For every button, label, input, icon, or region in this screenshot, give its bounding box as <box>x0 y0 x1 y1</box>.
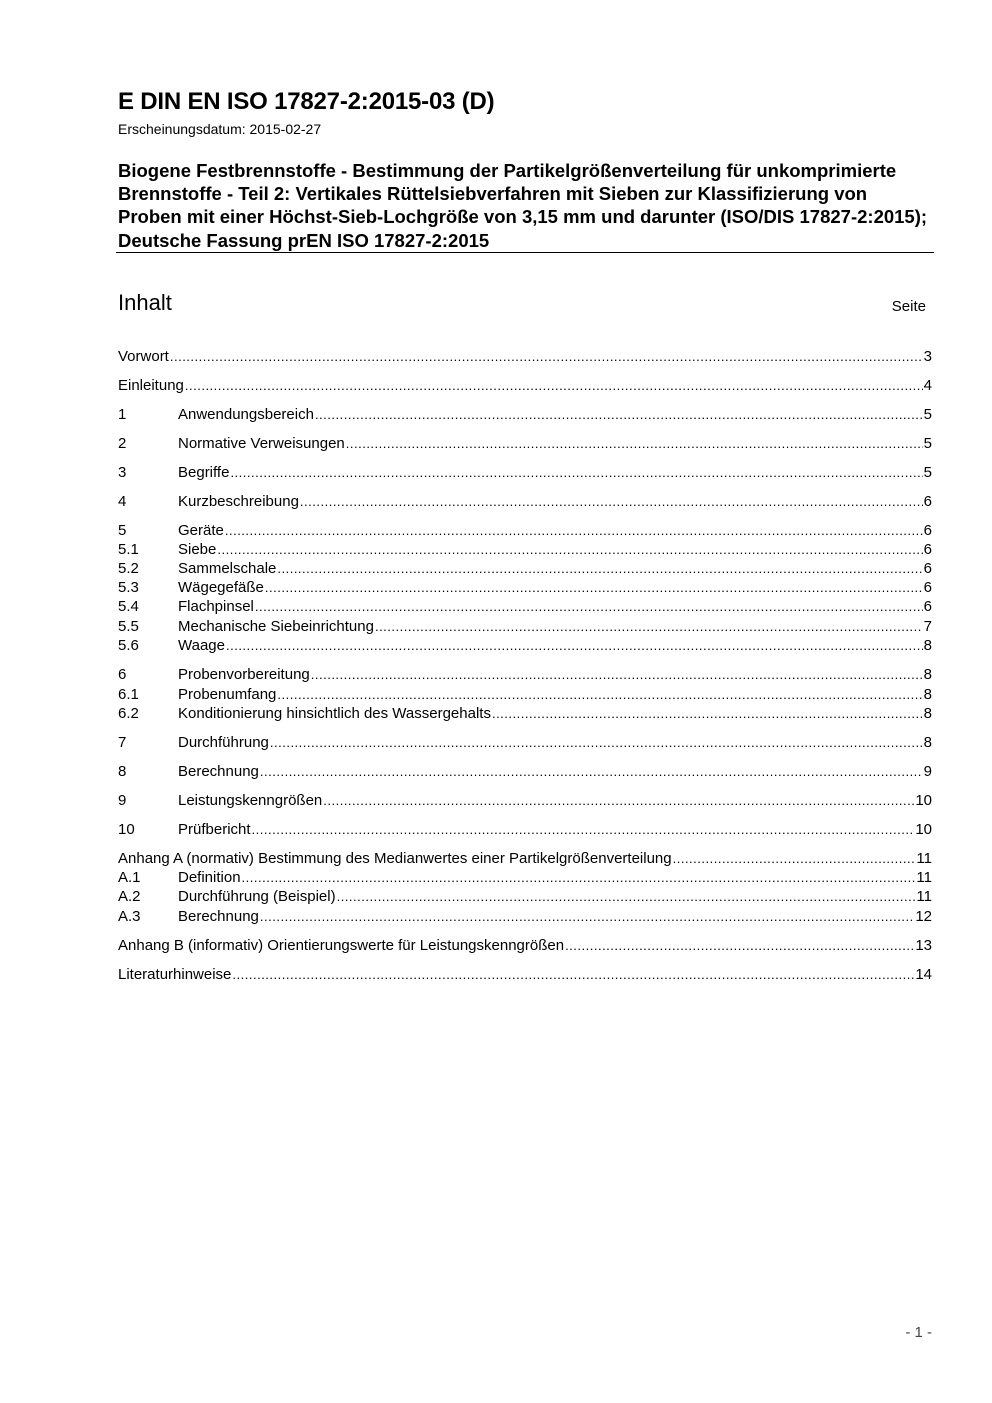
toc-dot-leader <box>492 704 923 723</box>
toc-entry[interactable] <box>118 907 932 926</box>
toc-dot-leader <box>277 685 922 704</box>
toc-dot-leader <box>225 521 923 540</box>
toc-entry-label: Siebe <box>178 541 217 558</box>
toc-dot-leader <box>337 887 916 906</box>
toc-entry[interactable] <box>118 849 932 868</box>
toc-entry[interactable] <box>118 617 932 636</box>
toc-entry[interactable] <box>118 665 932 684</box>
toc-dot-leader <box>185 376 923 395</box>
toc-entry-page: 5 <box>923 464 932 481</box>
toc-entry-page: 6 <box>923 598 932 615</box>
toc-entry-number: A.3 <box>118 908 141 925</box>
toc-dot-leader <box>260 762 923 781</box>
toc-entry-number: 4 <box>118 493 127 510</box>
toc-page-column-label: Seite <box>891 298 926 315</box>
toc-entry-label: Probenumfang <box>178 686 277 703</box>
toc-dot-leader <box>260 907 914 926</box>
toc-entry-number: 5.3 <box>118 579 139 596</box>
toc-entry-page: 14 <box>915 966 932 983</box>
toc-entry-label: Vorwort <box>118 348 169 365</box>
toc-entry-page: 11 <box>916 850 932 867</box>
toc-entry-page: 7 <box>923 618 932 635</box>
toc-entry-number: A.2 <box>118 888 141 905</box>
toc-entry-label: Prüfbericht <box>178 821 251 838</box>
toc-entry-number: 5.1 <box>118 541 139 558</box>
toc-dot-leader <box>673 849 916 868</box>
toc-entry[interactable] <box>118 578 932 597</box>
toc-entry[interactable] <box>118 347 932 366</box>
toc-entry-label: Leistungskenngrößen <box>178 792 323 809</box>
toc-dot-leader <box>232 965 914 984</box>
toc-entry-page: 6 <box>923 522 932 539</box>
toc-entry[interactable] <box>118 704 932 723</box>
toc-entry-number: 9 <box>118 792 127 809</box>
toc-entry-label: Durchführung <box>178 734 269 751</box>
toc-dot-leader <box>265 578 923 597</box>
toc-entry-label: Wägegefäße <box>178 579 264 596</box>
toc-dot-leader <box>311 665 923 684</box>
toc-entry-label: Waage <box>178 637 225 654</box>
toc-entry-label: Konditionierung hinsichtlich des Wassergehalts <box>178 705 491 722</box>
toc-entry-page: 10 <box>915 792 932 809</box>
toc-entry[interactable] <box>118 762 932 781</box>
toc-dot-leader <box>226 636 923 655</box>
toc-dot-leader <box>315 405 923 424</box>
toc-entry-page: 6 <box>923 579 932 596</box>
toc-entry-label: Literaturhinweise <box>118 966 232 983</box>
toc-entry-number: 8 <box>118 763 127 780</box>
toc-entry-label: Geräte <box>178 522 224 539</box>
toc-entry[interactable] <box>118 820 932 839</box>
toc-entry[interactable] <box>118 597 932 616</box>
toc-entry-page: 11 <box>916 888 932 905</box>
toc-entry-number: 1 <box>118 406 127 423</box>
toc-entry-label: Durchführung (Beispiel) <box>178 888 336 905</box>
toc-entry-label: Normative Verweisungen <box>178 435 345 452</box>
toc-dot-leader <box>565 936 914 955</box>
toc-entry-page: 5 <box>923 406 932 423</box>
toc-entry-page: 3 <box>923 348 932 365</box>
toc-entry[interactable] <box>118 936 932 955</box>
toc-dot-leader <box>252 820 915 839</box>
toc-entry[interactable] <box>118 685 932 704</box>
toc-entry[interactable] <box>118 636 932 655</box>
toc-entry-label: Probenvorbereitung <box>178 666 310 683</box>
toc-entry-label: Berechnung <box>178 763 259 780</box>
toc-entry[interactable] <box>118 521 932 540</box>
toc-entry-label: Flachpinsel <box>178 598 254 615</box>
toc-entry-number: 2 <box>118 435 127 452</box>
toc-entry-page: 8 <box>923 686 932 703</box>
toc-dot-leader <box>277 559 922 578</box>
toc-entry-label: Definition <box>178 869 241 886</box>
toc-entry[interactable] <box>118 887 932 906</box>
toc-entry-label: Sammelschale <box>178 560 277 577</box>
toc-entry-page: 6 <box>923 560 932 577</box>
toc-dot-leader <box>217 540 922 559</box>
toc-entry[interactable] <box>118 434 932 453</box>
document-subtitle: Biogene Festbrennstoffe - Bestimmung der Partikelgrößenverteilung für unkomprimierte Brennstoffe - Teil 2: Vertikales Rüttelsiebverfahren mit Sieben zur Klassifizierung von Proben mit einer Höchst-Sieb-Lochgröße von 3,15 mm und darunter (ISO/DIS 17827-2:2015); Deutsche Fassung prEN ISO 17827-2:2015 <box>118 160 928 251</box>
page-number: - 1 - <box>905 1324 932 1341</box>
toc-dot-leader <box>323 791 914 810</box>
toc-entry-page: 11 <box>916 869 932 886</box>
toc-entry-number: 5.5 <box>118 618 139 635</box>
title-divider <box>116 252 934 253</box>
toc-entry[interactable] <box>118 868 932 887</box>
toc-entry[interactable] <box>118 965 932 984</box>
document-title: E DIN EN ISO 17827-2:2015-03 (D) <box>118 88 495 115</box>
toc-entry-label: Mechanische Siebeinrichtung <box>178 618 374 635</box>
toc-dot-leader <box>170 347 923 366</box>
toc-entry-page: 9 <box>923 763 932 780</box>
toc-entry-page: 13 <box>915 937 932 954</box>
toc-entry-number: 10 <box>118 821 135 838</box>
toc-heading: Inhalt <box>118 290 172 315</box>
toc-dot-leader <box>375 617 923 636</box>
toc-entry-number: A.1 <box>118 869 141 886</box>
toc-entry[interactable] <box>118 405 932 424</box>
toc-entry-number: 5.4 <box>118 598 139 615</box>
toc-entry[interactable] <box>118 492 932 511</box>
toc-entry[interactable] <box>118 733 932 752</box>
toc-entry-number: 5.2 <box>118 560 139 577</box>
toc-entry-page: 4 <box>923 377 932 394</box>
toc-entry-page: 10 <box>915 821 932 838</box>
toc-entry-label: Anhang A (normativ) Bestimmung des Medianwertes einer Partikelgrößenverteilung <box>118 850 672 867</box>
toc-dot-leader <box>346 434 923 453</box>
toc-entry-label: Anhang B (informativ) Orientierungswerte für Leistungskenngrößen <box>118 937 565 954</box>
toc-entry-label: Begriffe <box>178 464 230 481</box>
toc-entry-page: 8 <box>923 705 932 722</box>
publication-date: Erscheinungsdatum: 2015-02-27 <box>118 121 322 137</box>
toc-entry[interactable] <box>118 540 932 559</box>
toc-entry-number: 6 <box>118 666 127 683</box>
toc-entry-page: 8 <box>923 734 932 751</box>
toc-entry-page: 8 <box>923 666 932 683</box>
toc-entry[interactable] <box>118 791 932 810</box>
toc-entry-number: 5 <box>118 522 127 539</box>
toc-entry-page: 6 <box>923 493 932 510</box>
toc-dot-leader <box>270 733 923 752</box>
toc-entry[interactable] <box>118 463 932 482</box>
toc-entry-number: 5.6 <box>118 637 139 654</box>
toc-entry-page: 12 <box>915 908 932 925</box>
toc-entry-label: Einleitung <box>118 377 184 394</box>
toc-entry-label: Berechnung <box>178 908 259 925</box>
toc-entry-label: Kurzbeschreibung <box>178 493 299 510</box>
toc-entry-label: Anwendungsbereich <box>178 406 314 423</box>
toc-dot-leader <box>230 463 922 482</box>
toc-entry-number: 3 <box>118 464 127 481</box>
toc-entry[interactable] <box>118 559 932 578</box>
toc-entry[interactable] <box>118 376 932 395</box>
toc-entry-number: 6.2 <box>118 705 139 722</box>
toc-dot-leader <box>300 492 923 511</box>
toc-dot-leader <box>255 597 923 616</box>
toc-entry-number: 6.1 <box>118 686 139 703</box>
toc-entry-page: 6 <box>923 541 932 558</box>
toc-entry-page: 8 <box>923 637 932 654</box>
toc-dot-leader <box>242 868 916 887</box>
toc-entry-number: 7 <box>118 734 127 751</box>
toc-entry-page: 5 <box>923 435 932 452</box>
